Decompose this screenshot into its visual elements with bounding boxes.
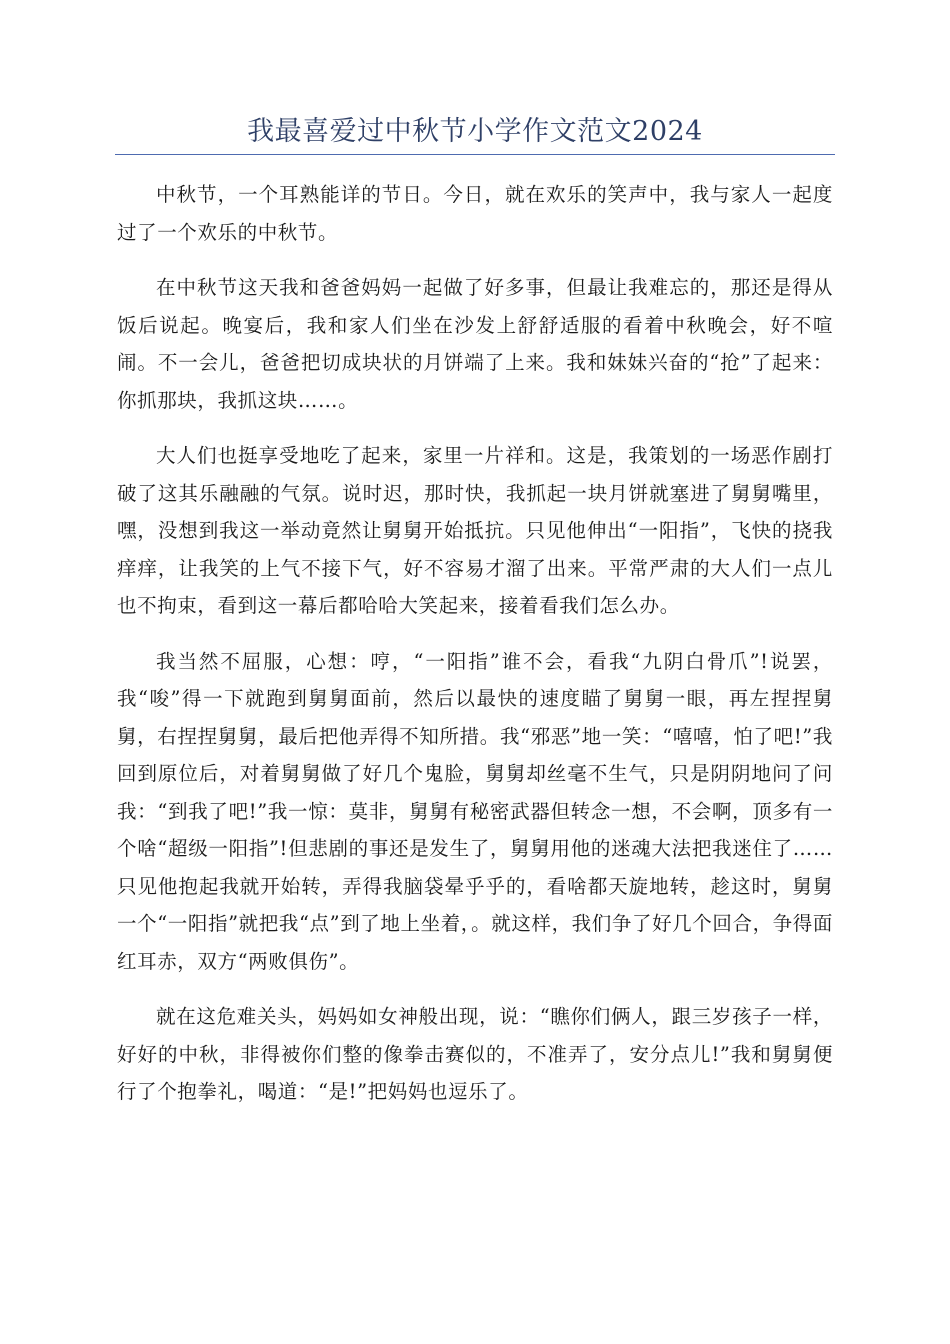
paragraph-1: 中秋节，一个耳熟能详的节日。今日，就在欢乐的笑声中，我与家人一起度过了一个欢乐的中秋节。 bbox=[117, 183, 833, 244]
title-underline bbox=[115, 154, 835, 155]
paragraph-2: 在中秋节这天我和爸爸妈妈一起做了好多事，但最让我难忘的，那还是得从饭后说起。晚宴后，我和家人们坐在沙发上舒舒适服的看着中秋晚会，好不喧闹。不一会儿，爸爸把切成块状的月饼端了上来。我和妹妹兴奋的“抢”了起来：你抓那块，我抓这块……。 bbox=[117, 276, 833, 412]
paragraph-3: 大人们也挺享受地吃了起来，家里一片祥和。这是，我策划的一场恶作剧打破了这其乐融融的气氛。说时迟，那时快，我抓起一块月饼就塞进了舅舅嘴里，嘿，没想到我这一举动竟然让舅舅开始抵抗。只见他伸出“一阳指”，飞快的挠我痒痒，让我笑的上气不接下气，好不容易才溜了出来。平常严肃的大人们一点儿也不拘束，看到这一幕后都哈哈大笑起来，接着看我们怎么办。 bbox=[117, 444, 833, 617]
document-title: 我最喜爱过中秋节小学作文范文2024 bbox=[247, 116, 703, 147]
document-body bbox=[117, 176, 833, 1129]
paragraph-4: 我当然不屈服，心想：哼，“一阳指”谁不会，看我“九阴白骨爪”!说罢，我“唆”得一下就跑到舅舅面前，然后以最快的速度瞄了舅舅一眼，再左捏捏舅舅，右捏捏舅舅，最后把他弄得不知所措。我“邪恶”地一笑：“嘻嘻，怕了吧!”我回到原位后，对着舅舅做了好几个鬼脸，舅舅却丝毫不生气，只是阴阴地问了问我：“到我了吧!”我一惊：莫非，舅舅有秘密武器但转念一想，不会啊，顶多有一个啥“超级一阳指”!但悲剧的事还是发生了，舅舅用他的迷魂大法把我迷住了……只见他抱起我就开始转，弄得我脑袋晕乎乎的，看啥都天旋地转，趁这时，舅舅一个“一阳指”就把我“点”到了地上坐着，。就这样，我们争了好几个回合，争得面红耳赤，双方“两败俱伤”。 bbox=[117, 649, 833, 973]
paragraph-5: 就在这危难关头，妈妈如女神般出现，说：“瞧你们俩人，跟三岁孩子一样，好好的中秋，非得被你们整的像拳击赛似的，不准弄了，安分点儿!”我和舅舅便行了个抱拳礼，喝道：“是!”把妈妈也逗乐了。 bbox=[117, 1005, 833, 1103]
